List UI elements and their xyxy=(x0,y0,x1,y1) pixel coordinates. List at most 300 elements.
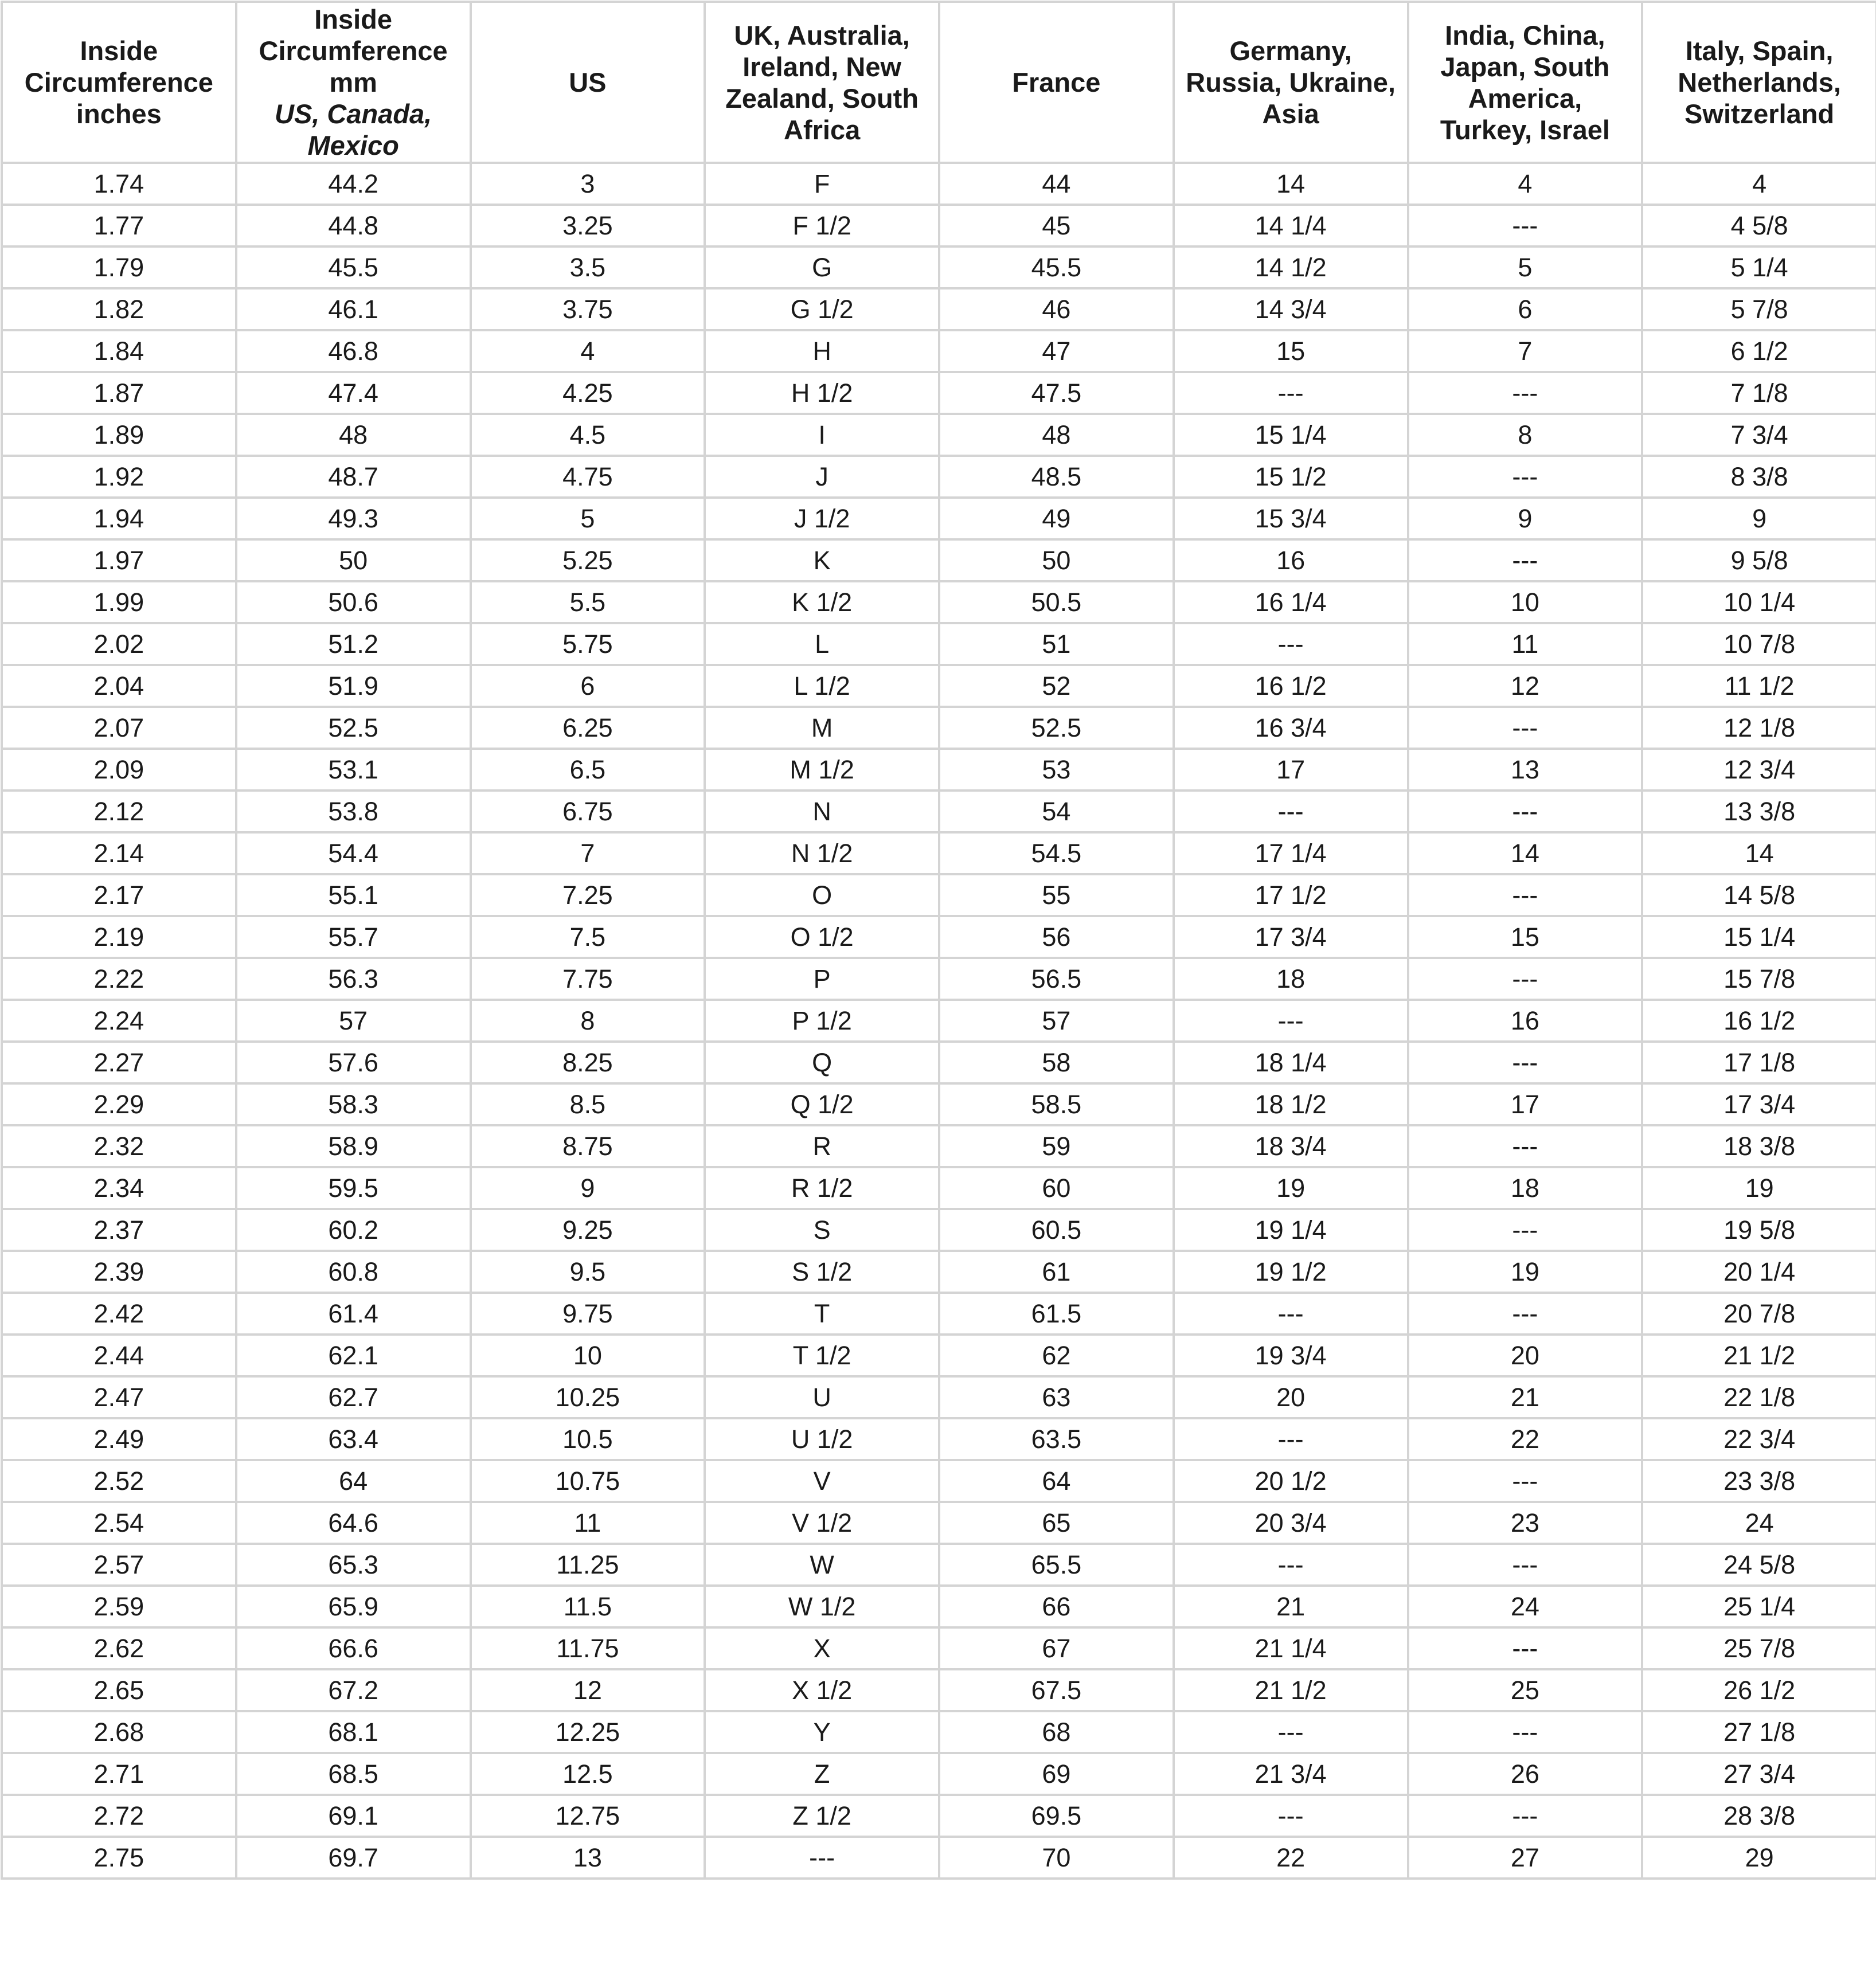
cell-fr: 47.5 xyxy=(939,372,1174,414)
cell-de: 21 1/2 xyxy=(1174,1669,1408,1711)
column-header-us xyxy=(471,2,705,163)
table-row xyxy=(2,581,1876,623)
cell-in: 1.79 xyxy=(2,246,236,288)
cell-mm: 53.8 xyxy=(236,791,471,832)
cell-uk: H xyxy=(705,330,939,372)
cell-de: --- xyxy=(1174,1293,1408,1335)
cell-in: 2.42 xyxy=(2,1293,236,1335)
cell-fr: 50.5 xyxy=(939,581,1174,623)
cell-us: 4 xyxy=(471,330,705,372)
cell-in_cn: 9 xyxy=(1408,498,1643,539)
table-row xyxy=(2,1460,1876,1502)
cell-in: 2.52 xyxy=(2,1460,236,1502)
table-row xyxy=(2,372,1876,414)
cell-uk: U 1/2 xyxy=(705,1418,939,1460)
cell-fr: 67.5 xyxy=(939,1669,1174,1711)
cell-in: 2.71 xyxy=(2,1753,236,1795)
cell-it: 27 3/4 xyxy=(1642,1753,1876,1795)
cell-de: 16 1/4 xyxy=(1174,581,1408,623)
header-text-line: India, China, xyxy=(1445,19,1605,50)
table-row xyxy=(2,958,1876,1000)
cell-mm: 46.1 xyxy=(236,288,471,330)
cell-fr: 49 xyxy=(939,498,1174,539)
cell-de: 18 xyxy=(1174,958,1408,1000)
cell-fr: 65 xyxy=(939,1502,1174,1544)
header-text-line: Circumference xyxy=(24,67,213,97)
cell-mm: 68.1 xyxy=(236,1711,471,1753)
cell-us: 9.75 xyxy=(471,1293,705,1335)
cell-uk: M 1/2 xyxy=(705,749,939,791)
header-row xyxy=(2,2,1876,163)
cell-mm: 66.6 xyxy=(236,1627,471,1669)
cell-in: 2.68 xyxy=(2,1711,236,1753)
cell-in: 2.12 xyxy=(2,791,236,832)
cell-de: 19 1/4 xyxy=(1174,1209,1408,1251)
cell-us: 10 xyxy=(471,1335,705,1376)
cell-us: 12 xyxy=(471,1669,705,1711)
header-text-line: Inside xyxy=(80,36,158,66)
cell-de: 18 1/4 xyxy=(1174,1042,1408,1083)
cell-in: 2.39 xyxy=(2,1251,236,1293)
cell-de: 14 3/4 xyxy=(1174,288,1408,330)
cell-fr: 63 xyxy=(939,1376,1174,1418)
header-text-line: Asia xyxy=(1262,99,1319,129)
column-header-in xyxy=(2,2,236,163)
cell-mm: 64 xyxy=(236,1460,471,1502)
cell-de: 19 3/4 xyxy=(1174,1335,1408,1376)
cell-in_cn: 16 xyxy=(1408,1000,1643,1042)
cell-de: 15 3/4 xyxy=(1174,498,1408,539)
cell-in_cn: --- xyxy=(1408,1125,1643,1167)
cell-uk: I xyxy=(705,414,939,456)
cell-it: 7 3/4 xyxy=(1642,414,1876,456)
cell-de: 19 xyxy=(1174,1167,1408,1209)
cell-fr: 68 xyxy=(939,1711,1174,1753)
cell-fr: 69.5 xyxy=(939,1795,1174,1837)
cell-in_cn: 4 xyxy=(1408,163,1643,205)
cell-mm: 55.1 xyxy=(236,874,471,916)
cell-uk: P xyxy=(705,958,939,1000)
cell-fr: 54 xyxy=(939,791,1174,832)
cell-us: 5.25 xyxy=(471,539,705,581)
cell-fr: 60 xyxy=(939,1167,1174,1209)
cell-fr: 61.5 xyxy=(939,1293,1174,1335)
cell-in_cn: --- xyxy=(1408,1042,1643,1083)
table-body xyxy=(2,163,1876,1879)
cell-fr: 57 xyxy=(939,1000,1174,1042)
header-text-line: Ireland, New xyxy=(742,51,902,82)
header-text-line: US, Canada, xyxy=(275,99,432,129)
cell-de: 21 xyxy=(1174,1586,1408,1627)
cell-us: 11.5 xyxy=(471,1586,705,1627)
cell-it: 10 7/8 xyxy=(1642,623,1876,665)
cell-uk: V xyxy=(705,1460,939,1502)
cell-it: 20 1/4 xyxy=(1642,1251,1876,1293)
cell-de: --- xyxy=(1174,1544,1408,1586)
cell-de: 18 1/2 xyxy=(1174,1083,1408,1125)
cell-de: --- xyxy=(1174,1418,1408,1460)
cell-us: 9 xyxy=(471,1167,705,1209)
cell-mm: 61.4 xyxy=(236,1293,471,1335)
cell-mm: 69.7 xyxy=(236,1837,471,1879)
cell-in: 1.94 xyxy=(2,498,236,539)
cell-de: --- xyxy=(1174,1000,1408,1042)
cell-de: --- xyxy=(1174,623,1408,665)
cell-de: 21 3/4 xyxy=(1174,1753,1408,1795)
table-header xyxy=(2,2,1876,163)
cell-mm: 51.2 xyxy=(236,623,471,665)
cell-uk: T 1/2 xyxy=(705,1335,939,1376)
column-header-de xyxy=(1174,2,1408,163)
cell-mm: 62.1 xyxy=(236,1335,471,1376)
cell-us: 4.75 xyxy=(471,456,705,498)
cell-us: 10.5 xyxy=(471,1418,705,1460)
cell-mm: 60.8 xyxy=(236,1251,471,1293)
cell-it: 16 1/2 xyxy=(1642,1000,1876,1042)
table-row xyxy=(2,1209,1876,1251)
table-row xyxy=(2,665,1876,707)
table-row xyxy=(2,1293,1876,1335)
cell-in: 1.99 xyxy=(2,581,236,623)
table-row xyxy=(2,1083,1876,1125)
cell-us: 5.5 xyxy=(471,581,705,623)
cell-mm: 48.7 xyxy=(236,456,471,498)
cell-fr: 65.5 xyxy=(939,1544,1174,1586)
cell-it: 12 1/8 xyxy=(1642,707,1876,749)
cell-in: 2.14 xyxy=(2,832,236,874)
cell-us: 8.25 xyxy=(471,1042,705,1083)
cell-in_cn: 13 xyxy=(1408,749,1643,791)
cell-de: 14 1/2 xyxy=(1174,246,1408,288)
cell-it: 19 5/8 xyxy=(1642,1209,1876,1251)
cell-us: 7 xyxy=(471,832,705,874)
cell-in: 2.34 xyxy=(2,1167,236,1209)
cell-mm: 50.6 xyxy=(236,581,471,623)
cell-us: 10.75 xyxy=(471,1460,705,1502)
cell-in: 2.09 xyxy=(2,749,236,791)
cell-uk: U xyxy=(705,1376,939,1418)
cell-uk: Q 1/2 xyxy=(705,1083,939,1125)
cell-mm: 69.1 xyxy=(236,1795,471,1837)
header-text-line: Circumference xyxy=(259,36,448,66)
cell-uk: L 1/2 xyxy=(705,665,939,707)
cell-de: 17 3/4 xyxy=(1174,916,1408,958)
cell-de: 17 1/2 xyxy=(1174,874,1408,916)
column-header-in_cn xyxy=(1408,2,1643,163)
cell-it: 25 1/4 xyxy=(1642,1586,1876,1627)
cell-us: 8.75 xyxy=(471,1125,705,1167)
cell-in: 2.37 xyxy=(2,1209,236,1251)
cell-uk: Y xyxy=(705,1711,939,1753)
header-text-line: Netherlands, xyxy=(1678,67,1841,97)
table-row xyxy=(2,288,1876,330)
cell-mm: 62.7 xyxy=(236,1376,471,1418)
cell-mm: 59.5 xyxy=(236,1167,471,1209)
table-row xyxy=(2,832,1876,874)
cell-us: 4.25 xyxy=(471,372,705,414)
table-row xyxy=(2,1586,1876,1627)
cell-us: 3.75 xyxy=(471,288,705,330)
cell-in: 2.27 xyxy=(2,1042,236,1083)
cell-in_cn: --- xyxy=(1408,1544,1643,1586)
table-row xyxy=(2,1544,1876,1586)
cell-in_cn: 19 xyxy=(1408,1251,1643,1293)
cell-in_cn: 22 xyxy=(1408,1418,1643,1460)
cell-uk: H 1/2 xyxy=(705,372,939,414)
cell-uk: L xyxy=(705,623,939,665)
cell-fr: 50 xyxy=(939,539,1174,581)
cell-in_cn: 17 xyxy=(1408,1083,1643,1125)
cell-fr: 61 xyxy=(939,1251,1174,1293)
cell-us: 5 xyxy=(471,498,705,539)
cell-it: 22 3/4 xyxy=(1642,1418,1876,1460)
cell-fr: 69 xyxy=(939,1753,1174,1795)
cell-de: 16 xyxy=(1174,539,1408,581)
cell-mm: 57 xyxy=(236,1000,471,1042)
cell-in_cn: 23 xyxy=(1408,1502,1643,1544)
cell-it: 5 7/8 xyxy=(1642,288,1876,330)
cell-in: 1.89 xyxy=(2,414,236,456)
cell-in: 1.84 xyxy=(2,330,236,372)
cell-in_cn: 27 xyxy=(1408,1837,1643,1879)
cell-fr: 46 xyxy=(939,288,1174,330)
cell-fr: 54.5 xyxy=(939,832,1174,874)
cell-in: 1.82 xyxy=(2,288,236,330)
cell-it: 5 1/4 xyxy=(1642,246,1876,288)
ring-size-table xyxy=(1,1,1876,1880)
cell-in_cn: --- xyxy=(1408,1209,1643,1251)
cell-uk: N 1/2 xyxy=(705,832,939,874)
cell-mm: 49.3 xyxy=(236,498,471,539)
table-row xyxy=(2,1669,1876,1711)
table-row xyxy=(2,1167,1876,1209)
cell-in_cn: --- xyxy=(1408,874,1643,916)
cell-fr: 56.5 xyxy=(939,958,1174,1000)
cell-it: 11 1/2 xyxy=(1642,665,1876,707)
cell-in_cn: 14 xyxy=(1408,832,1643,874)
cell-uk: W xyxy=(705,1544,939,1586)
cell-in: 1.92 xyxy=(2,456,236,498)
cell-us: 7.25 xyxy=(471,874,705,916)
cell-in: 2.19 xyxy=(2,916,236,958)
cell-in_cn: --- xyxy=(1408,539,1643,581)
header-text-line: Africa xyxy=(784,114,861,145)
cell-de: 22 xyxy=(1174,1837,1408,1879)
table-row xyxy=(2,539,1876,581)
cell-fr: 67 xyxy=(939,1627,1174,1669)
cell-us: 11 xyxy=(471,1502,705,1544)
cell-in: 2.44 xyxy=(2,1335,236,1376)
header-text-line: Germany, xyxy=(1229,36,1352,66)
cell-uk: P 1/2 xyxy=(705,1000,939,1042)
cell-de: 14 xyxy=(1174,163,1408,205)
cell-in_cn: 15 xyxy=(1408,916,1643,958)
cell-us: 3 xyxy=(471,163,705,205)
cell-in: 2.24 xyxy=(2,1000,236,1042)
table-row xyxy=(2,456,1876,498)
cell-in: 2.59 xyxy=(2,1586,236,1627)
cell-in: 2.62 xyxy=(2,1627,236,1669)
cell-in_cn: --- xyxy=(1408,958,1643,1000)
cell-in: 1.97 xyxy=(2,539,236,581)
cell-us: 12.75 xyxy=(471,1795,705,1837)
cell-de: 20 1/2 xyxy=(1174,1460,1408,1502)
cell-mm: 44.8 xyxy=(236,205,471,246)
cell-in: 2.29 xyxy=(2,1083,236,1125)
cell-it: 10 1/4 xyxy=(1642,581,1876,623)
cell-us: 12.25 xyxy=(471,1711,705,1753)
column-header-mm xyxy=(236,2,471,163)
cell-it: 27 1/8 xyxy=(1642,1711,1876,1753)
table-row xyxy=(2,874,1876,916)
cell-it: 14 5/8 xyxy=(1642,874,1876,916)
cell-in: 2.17 xyxy=(2,874,236,916)
cell-fr: 45.5 xyxy=(939,246,1174,288)
cell-in: 1.77 xyxy=(2,205,236,246)
cell-it: 15 1/4 xyxy=(1642,916,1876,958)
header-text-line: Zealand, South xyxy=(725,83,919,114)
cell-in_cn: 26 xyxy=(1408,1753,1643,1795)
table-row xyxy=(2,246,1876,288)
cell-uk: M xyxy=(705,707,939,749)
cell-in_cn: --- xyxy=(1408,707,1643,749)
cell-uk: J xyxy=(705,456,939,498)
cell-fr: 48 xyxy=(939,414,1174,456)
cell-in_cn: 25 xyxy=(1408,1669,1643,1711)
cell-in: 1.87 xyxy=(2,372,236,414)
cell-mm: 46.8 xyxy=(236,330,471,372)
cell-it: 26 1/2 xyxy=(1642,1669,1876,1711)
cell-fr: 60.5 xyxy=(939,1209,1174,1251)
cell-mm: 53.1 xyxy=(236,749,471,791)
cell-us: 13 xyxy=(471,1837,705,1879)
cell-it: 9 5/8 xyxy=(1642,539,1876,581)
cell-fr: 63.5 xyxy=(939,1418,1174,1460)
cell-in_cn: 20 xyxy=(1408,1335,1643,1376)
table-row xyxy=(2,916,1876,958)
cell-in_cn: 8 xyxy=(1408,414,1643,456)
cell-uk: V 1/2 xyxy=(705,1502,939,1544)
cell-fr: 55 xyxy=(939,874,1174,916)
cell-de: 15 1/4 xyxy=(1174,414,1408,456)
cell-in: 2.72 xyxy=(2,1795,236,1837)
cell-fr: 44 xyxy=(939,163,1174,205)
table-row xyxy=(2,330,1876,372)
cell-it: 6 1/2 xyxy=(1642,330,1876,372)
cell-in_cn: 10 xyxy=(1408,581,1643,623)
cell-uk: O xyxy=(705,874,939,916)
cell-fr: 52 xyxy=(939,665,1174,707)
cell-uk: Q xyxy=(705,1042,939,1083)
cell-mm: 58.3 xyxy=(236,1083,471,1125)
cell-de: 15 xyxy=(1174,330,1408,372)
cell-mm: 45.5 xyxy=(236,246,471,288)
cell-de: 19 1/2 xyxy=(1174,1251,1408,1293)
cell-it: 20 7/8 xyxy=(1642,1293,1876,1335)
cell-in: 2.07 xyxy=(2,707,236,749)
cell-it: 13 3/8 xyxy=(1642,791,1876,832)
cell-us: 8.5 xyxy=(471,1083,705,1125)
cell-uk: F xyxy=(705,163,939,205)
cell-mm: 54.4 xyxy=(236,832,471,874)
cell-uk: F 1/2 xyxy=(705,205,939,246)
cell-us: 6.5 xyxy=(471,749,705,791)
cell-de: --- xyxy=(1174,1711,1408,1753)
table-row xyxy=(2,163,1876,205)
cell-uk: Z 1/2 xyxy=(705,1795,939,1837)
cell-mm: 67.2 xyxy=(236,1669,471,1711)
cell-in_cn: 18 xyxy=(1408,1167,1643,1209)
cell-mm: 65.9 xyxy=(236,1586,471,1627)
cell-uk: G xyxy=(705,246,939,288)
cell-it: 14 xyxy=(1642,832,1876,874)
cell-in_cn: 11 xyxy=(1408,623,1643,665)
header-text-line: Mexico xyxy=(307,130,399,161)
cell-uk: W 1/2 xyxy=(705,1586,939,1627)
cell-uk: X xyxy=(705,1627,939,1669)
cell-in_cn: --- xyxy=(1408,456,1643,498)
cell-in: 2.22 xyxy=(2,958,236,1000)
cell-us: 4.5 xyxy=(471,414,705,456)
cell-fr: 66 xyxy=(939,1586,1174,1627)
cell-mm: 65.3 xyxy=(236,1544,471,1586)
cell-in_cn: --- xyxy=(1408,1711,1643,1753)
header-text-line: Italy, Spain, xyxy=(1685,36,1834,66)
cell-fr: 45 xyxy=(939,205,1174,246)
table-row xyxy=(2,414,1876,456)
cell-in: 2.49 xyxy=(2,1418,236,1460)
cell-it: 17 1/8 xyxy=(1642,1042,1876,1083)
cell-in: 2.57 xyxy=(2,1544,236,1586)
cell-mm: 51.9 xyxy=(236,665,471,707)
table-row xyxy=(2,749,1876,791)
cell-it: 29 xyxy=(1642,1837,1876,1879)
table-row xyxy=(2,623,1876,665)
cell-uk: X 1/2 xyxy=(705,1669,939,1711)
cell-it: 22 1/8 xyxy=(1642,1376,1876,1418)
table-row xyxy=(2,1376,1876,1418)
cell-in_cn: --- xyxy=(1408,1795,1643,1837)
table-row xyxy=(2,1335,1876,1376)
header-text-line: UK, Australia, xyxy=(734,19,910,50)
cell-fr: 53 xyxy=(939,749,1174,791)
cell-uk: J 1/2 xyxy=(705,498,939,539)
cell-fr: 62 xyxy=(939,1335,1174,1376)
column-header-it xyxy=(1642,2,1876,163)
table-row xyxy=(2,1711,1876,1753)
cell-mm: 63.4 xyxy=(236,1418,471,1460)
cell-mm: 52.5 xyxy=(236,707,471,749)
cell-it: 7 1/8 xyxy=(1642,372,1876,414)
cell-in_cn: --- xyxy=(1408,791,1643,832)
cell-it: 24 xyxy=(1642,1502,1876,1544)
cell-it: 18 3/8 xyxy=(1642,1125,1876,1167)
cell-uk: G 1/2 xyxy=(705,288,939,330)
cell-fr: 64 xyxy=(939,1460,1174,1502)
cell-de: 15 1/2 xyxy=(1174,456,1408,498)
cell-mm: 56.3 xyxy=(236,958,471,1000)
cell-us: 5.75 xyxy=(471,623,705,665)
cell-uk: R xyxy=(705,1125,939,1167)
cell-fr: 59 xyxy=(939,1125,1174,1167)
table-row xyxy=(2,1251,1876,1293)
cell-in_cn: --- xyxy=(1408,372,1643,414)
cell-in_cn: --- xyxy=(1408,1627,1643,1669)
cell-de: 20 xyxy=(1174,1376,1408,1418)
cell-fr: 52.5 xyxy=(939,707,1174,749)
cell-it: 17 3/4 xyxy=(1642,1083,1876,1125)
cell-fr: 47 xyxy=(939,330,1174,372)
